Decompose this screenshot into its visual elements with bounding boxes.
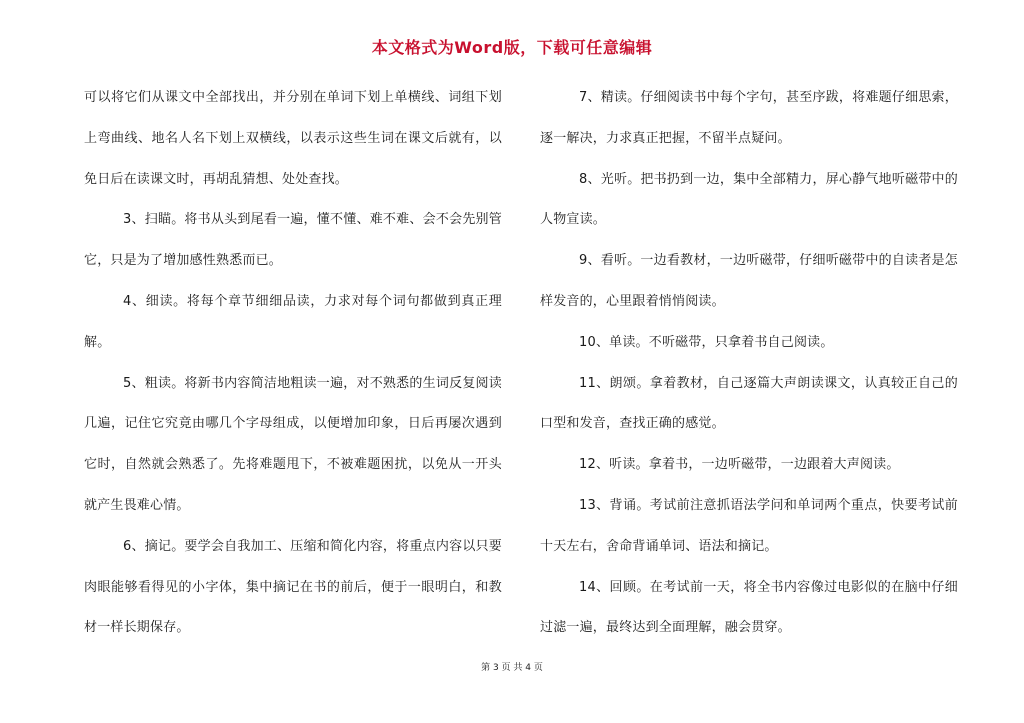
paragraph-read-alone: 10、单读。不听磁带，只拿着书自己阅读。 xyxy=(579,334,834,350)
paragraph-intensive-reading: 7、精读。仔细阅读书中每个字句，甚至序跋，将难题仔细思索，逐一解决，力求真正把握，不留半点疑问。 xyxy=(540,90,958,146)
paragraph-careful-reading: 4、细读。将每个章节细细品读，力求对每个词句都做到真正理解。 xyxy=(84,293,502,350)
paragraph-listen-and-read: 12、听读。拿着书，一边听磁带，一边跟着大声阅读。 xyxy=(579,457,900,473)
paragraph-look-and-listen: 9、看听。一边看教材，一边听磁带，仔细听磁带中的自读者是怎样发音的，心里跟着悄悄阅读。 xyxy=(540,253,958,309)
paragraph-rough-reading: 5、粗读。将新书内容简洁地粗读一遍，对不熟悉的生词反复阅读几遍，记住它究竟由哪几个字母组成，以便增加印象，日后再屡次遇到它时，自然就会熟悉了。先将难题甩下，不被难题困扰，以免从一开头就产生畏难心情。 xyxy=(84,375,502,513)
paragraph-excerpt-notes: 6、摘记。要学会自我加工、压缩和简化内容，将重点内容以只要肉眼能够看得见的小字体，集中摘记在书的前后，便于一眼明白，和教材一样长期保存。 xyxy=(84,538,502,636)
paragraph-skim: 3、扫瞄。将书从头到尾看一遍，懂不懂、难不难、会不会先别管它，只是为了增加感性熟悉而已。 xyxy=(84,212,502,269)
paragraph-continuation: 可以将它们从课文中全部找出，并分别在单词下划上单横线、词组下划上弯曲线、地名人名下划上双横线，以表示这些生词在课文后就有，以免日后在读课文时，再胡乱猜想、处处查找。 xyxy=(84,90,502,187)
left-column xyxy=(84,78,502,649)
paragraph-read-aloud: 11、朗颂。拿着教材，自己逐篇大声朗读课文，认真较正自己的口型和发音，查找正确的感觉。 xyxy=(540,375,958,432)
paragraph-review: 14、回顾。在考试前一天，将全书内容像过电影似的在脑中仔细过滤一遍，最终达到全面理解，融会贯穿。 xyxy=(540,579,958,636)
paragraph-recite: 13、背诵。考试前注意抓语法学问和单词两个重点，快要考试前十天左右，舍命背诵单词、语法和摘记。 xyxy=(540,497,958,554)
paragraph-listen-only: 8、光听。把书扔到一边，集中全部精力，屏心静气地听磁带中的人物宣读。 xyxy=(540,171,958,228)
document-banner: 本文格式为Word版，下载可任意编辑 xyxy=(371,38,653,57)
right-column xyxy=(540,78,958,649)
page-number: 第 3 页 共 4 页 xyxy=(481,663,543,673)
